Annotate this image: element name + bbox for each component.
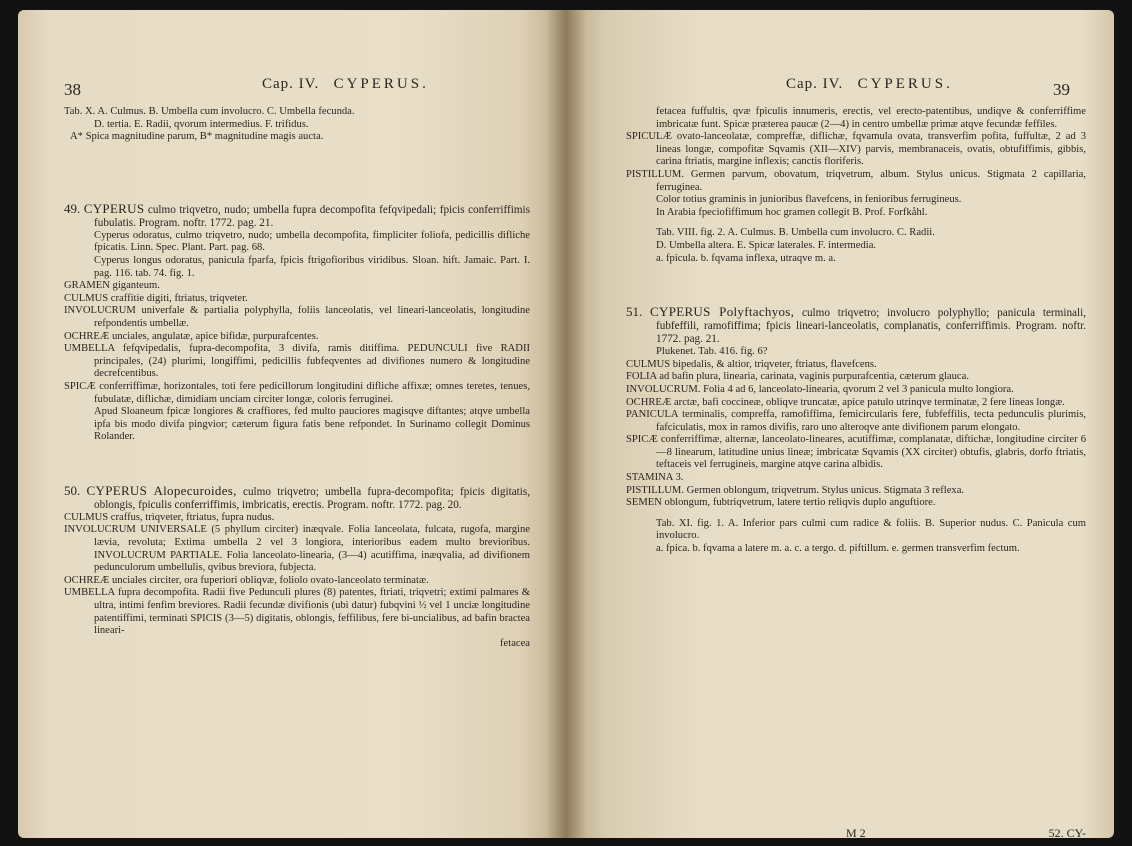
species-number: 50. xyxy=(64,482,81,498)
description-line: INVOLUCRUM univerfale & partialia polyphylla, foliis lanceolatis, vel lineari-lanceolatis, longitudine refpondentis umbellæ. xyxy=(64,305,530,329)
right-page xyxy=(566,10,1114,838)
synonym: Cyperus odoratus, culmo triqvetro, nudo; umbella decompofita, fimpliciter foliofa, pedicillis difliche fpicatis. Linn. Spec. Plant. Part. pag. 68. xyxy=(94,229,530,254)
description-line: INVOLUCRUM UNIVERSALE (5 phyllum circiter) inæqvale. Folia lanceolata, fulcata, rugofa, margine lævia, revoluta; Extima umbella 2 vel 3 longiora, interioribus eadem multo brevioribus. INVOLUCRUM PARTIALE. Folia lanceolato-linearia, (3—4) acutiffima, inæqvalia, ad divifionem pedunculorum umbellulis, qvibus breviora, fubjecta. xyxy=(64,524,530,574)
gutter-shadow xyxy=(566,10,586,838)
species-number: 49. xyxy=(64,200,81,216)
description-line: FOLIA ad bafin plura, linearia, carinata, vaginis purpurafcentia, cæterum glauca. xyxy=(626,371,969,383)
species-heading xyxy=(64,202,530,230)
description-line: CULMUS craffus, triqveter, ftriatus, fupra nudus. xyxy=(64,511,275,523)
species-note: Apud Sloaneum fpicæ longiores & craffiores, fed multo pauciores magisqve diftantes; atqve umbella ipfa bis modo divifa pingvior; cæterum figura fatis bene refpondet. In Surinamo collegit Dominus Rolander. xyxy=(94,406,530,443)
caption-line: Tab. X. A. Culmus. B. Umbella cum involucro. C. Umbella fecunda. xyxy=(64,106,355,117)
continuation-text: fetacea fuffultis, qvæ fpiculis innumeris, erectis, vel erecto-patentibus, undiqve & conferriffime imbricatæ funt. Spicæ præterea paucæ (2—4) in centro umbellæ primæ atqve fecundæ feffiles. xyxy=(656,106,1086,130)
signature-mark: M 2 xyxy=(846,826,866,838)
left-page xyxy=(18,10,566,838)
description-line: INVOLUCRUM. Folia 4 ad 6, lanceolato-linearia, qvorum 2 vel 3 panicula multo longiora. xyxy=(626,383,1014,395)
running-head-chapter: Cap. IV. xyxy=(786,76,844,92)
description-line: OCHREÆ unciales circiter, ora fuperiori obliqvæ, foliolo ovato-lanceolato terminatæ. xyxy=(64,574,429,586)
page-number: 39 xyxy=(1053,80,1070,99)
right-page-header xyxy=(626,70,1086,106)
caption-line: D. tertia. E. Radii, qvorum intermedius. F. trifidus. xyxy=(94,118,309,130)
description-line: STAMINA 3. xyxy=(626,472,684,484)
running-head-genus: CYPERUS. xyxy=(857,76,953,92)
synonym: Plukenet. Tab. 416. fig. 6? xyxy=(656,346,768,358)
page-number: 38 xyxy=(64,80,81,99)
running-head-chapter: Cap. IV. xyxy=(262,76,320,92)
caption-line: Tab. XI. fig. 1. A. Inferior pars culmi cum radice & foliis. B. Superior nudus. C. Panicula cum involucro. xyxy=(656,517,1086,542)
description-line: In Arabia fpeciofiffimum hoc gramen collegit B. Prof. Forfkåhl. xyxy=(656,206,928,218)
description-line: OCHREÆ arctæ, bafi coccineæ, obliqve truncatæ, apice patulo utrinqve terminatæ, 2 fere lineas longæ. xyxy=(626,396,1065,408)
species-entry-50 xyxy=(64,484,530,651)
description-line: PISTILLUM. Germen oblongum, triqvetrum. Stylus unicus. Stigmata 3 reflexa. xyxy=(626,484,965,496)
left-page-header xyxy=(64,70,530,106)
plate-caption-tab-xi xyxy=(626,518,1086,556)
species-diagnosis: culmo triqvetro, nudo; umbella fupra decompofita fefqvipedali; fpicis conferriffimis fubulatis. Program. noftr. 1772. pag. 21. xyxy=(94,203,531,229)
synonym: Cyperus longus odoratus, panicula fparfa, fpicis ftrigofioribus viridibus. Sloan. hift. Jamaic. Part. I. pag. 116. tab. 74. fig. 1. xyxy=(94,254,530,279)
species-heading xyxy=(626,305,1086,346)
description-line: SPICÆ conferriffimæ, alternæ, lanceolato-lineares, acutiffimæ, complanatæ, diftichæ, longitudine circiter 6—8 linearum, latitudine unius lineæ; imbricatæ Sqvamis (XX circiter) obtufis, glabris, dorfo ftriatis, teftaceis vel ferrugineis, margine atqve carina albidis. xyxy=(626,434,1086,471)
catchword: 52. CY- xyxy=(1048,826,1086,838)
description-line: GRAMEN giganteum. xyxy=(64,280,160,292)
caption-line: D. Umbella altera. E. Spicæ laterales. F. intermedia. xyxy=(656,239,877,251)
species-number: 51. xyxy=(626,304,643,320)
description-line: UMBELLA fupra decompofita. Radii five Pedunculi plures (8) patentes, ftriati, triqvetri; extimi palmares & ultra, intimi fenfim breviores. Radii fecundæ divifionis (ubi datur) fubqvini ½ vel 1 unciæ longitudine patentiffimi, terminati SPICIS (3—5) digitatis, oblongis, feffilibus, fere bi-uncialibus, ad bafin bractea lineari- xyxy=(64,587,530,637)
description-line: OCHREÆ unciales, angulatæ, apice bifidæ, purpurafcentes. xyxy=(64,330,319,342)
description-line: SEMEN oblongum, fubtriqvetrum, latere tertio reliqvis duplo anguftiore. xyxy=(626,497,936,509)
catchword: fetacea xyxy=(500,637,530,649)
running-head xyxy=(262,76,429,93)
species-name: CYPERUS xyxy=(83,200,145,216)
description-line: Color totius graminis in junioribus flavefcens, in fenioribus ferrugineus. xyxy=(656,194,962,206)
species-entry-49 xyxy=(64,202,530,444)
running-head-genus: CYPERUS. xyxy=(333,76,429,92)
caption-line: A* Spica magnitudine parum, B* magnitudine magis aucta. xyxy=(70,131,324,143)
species-heading xyxy=(64,484,530,512)
description-line: UMBELLA fefqvipedalis, fupra-decompofita, 3 divifa, ramis ditiffima. PEDUNCULI five RADII principales, (24) plurimi, longiffimi, pedicillis fubfeqventes ad divifiones numero & longitudine decrefcentibus. xyxy=(64,343,530,380)
species-entry-51 xyxy=(626,305,1086,510)
caption-line: a. fpicula. b. fqvama inflexa, utraqve m. a. xyxy=(656,252,836,264)
species-diagnosis: culmo triqvetro; umbella fupra-decompofita; fpicis digitatis, oblongis, fpiculis conferriffimis, imbricatis, erectis. Program. noftr. 1772. pag. 20. xyxy=(94,485,531,511)
description-line: CULMUS bipedalis, & altior, triqveter, ftriatus, flavefcens. xyxy=(626,358,877,370)
species-name: CYPERUS Alopecuroides, xyxy=(86,482,237,498)
species-diagnosis: culmo triqvetro; involucro polyphyllo; panicula terminali, fubfeffili, ramofiffima; fpicis lineari-lanceolatis, complanatis, conferriffimis. Program. noftr. 1772. pag. 21. xyxy=(656,307,1087,346)
description-line: SPICÆ conferriffimæ, horizontales, toti fere pedicillorum longitudini difliche affixæ; omnes teretes, tenues, fubulatæ, diflichæ, dimidiam unciam circiter longæ, coloris ferruginei. xyxy=(64,380,530,405)
caption-line: Tab. VIII. fig. 2. A. Culmus. B. Umbella cum involucro. C. Radii. xyxy=(656,227,935,239)
plate-caption-tab-viii xyxy=(626,227,1086,265)
book-spread xyxy=(18,10,1114,838)
species-name: CYPERUS Polyftachyos, xyxy=(650,304,795,320)
description-line: PISTILLUM. Germen parvum, obovatum, triqvetrum, album. Stylus unicus. Stigmata 2 capillaria, ferruginea. xyxy=(626,168,1086,193)
caption-line: a. fpica. b. fqvama a latere m. a. c. a tergo. d. piftillum. e. germen transverfim fectum. xyxy=(656,543,1020,555)
species-50-continuation xyxy=(626,106,1086,219)
gutter-shadow xyxy=(546,10,566,838)
description-line: PANICULA terminalis, compreffa, ramofiffima, femicircularis fere, fubfeffilis, tecta pedunculis plurimis, fafciculatis, mox in ramos divifis, raro uno alteroqve ante divifionem parum elongato. xyxy=(626,409,1086,433)
plate-caption-tab-x xyxy=(64,106,530,144)
running-head xyxy=(786,76,953,93)
description-line: SPICULÆ ovato-lanceolatæ, compreffæ, diflichæ, fqvamula ovata, transverfim pofita, fuffultæ, 2 ad 3 lineas longæ, compofitæ Sqvamis (XII—XIV) parvis, membranaceis, ovatis, obtufiffimis, gibbis, carina ftriatis, margine inflexis; canctis floriferis. xyxy=(626,131,1086,168)
description-line: CULMUS craffitie digiti, ftriatus, triqveter. xyxy=(64,292,248,304)
